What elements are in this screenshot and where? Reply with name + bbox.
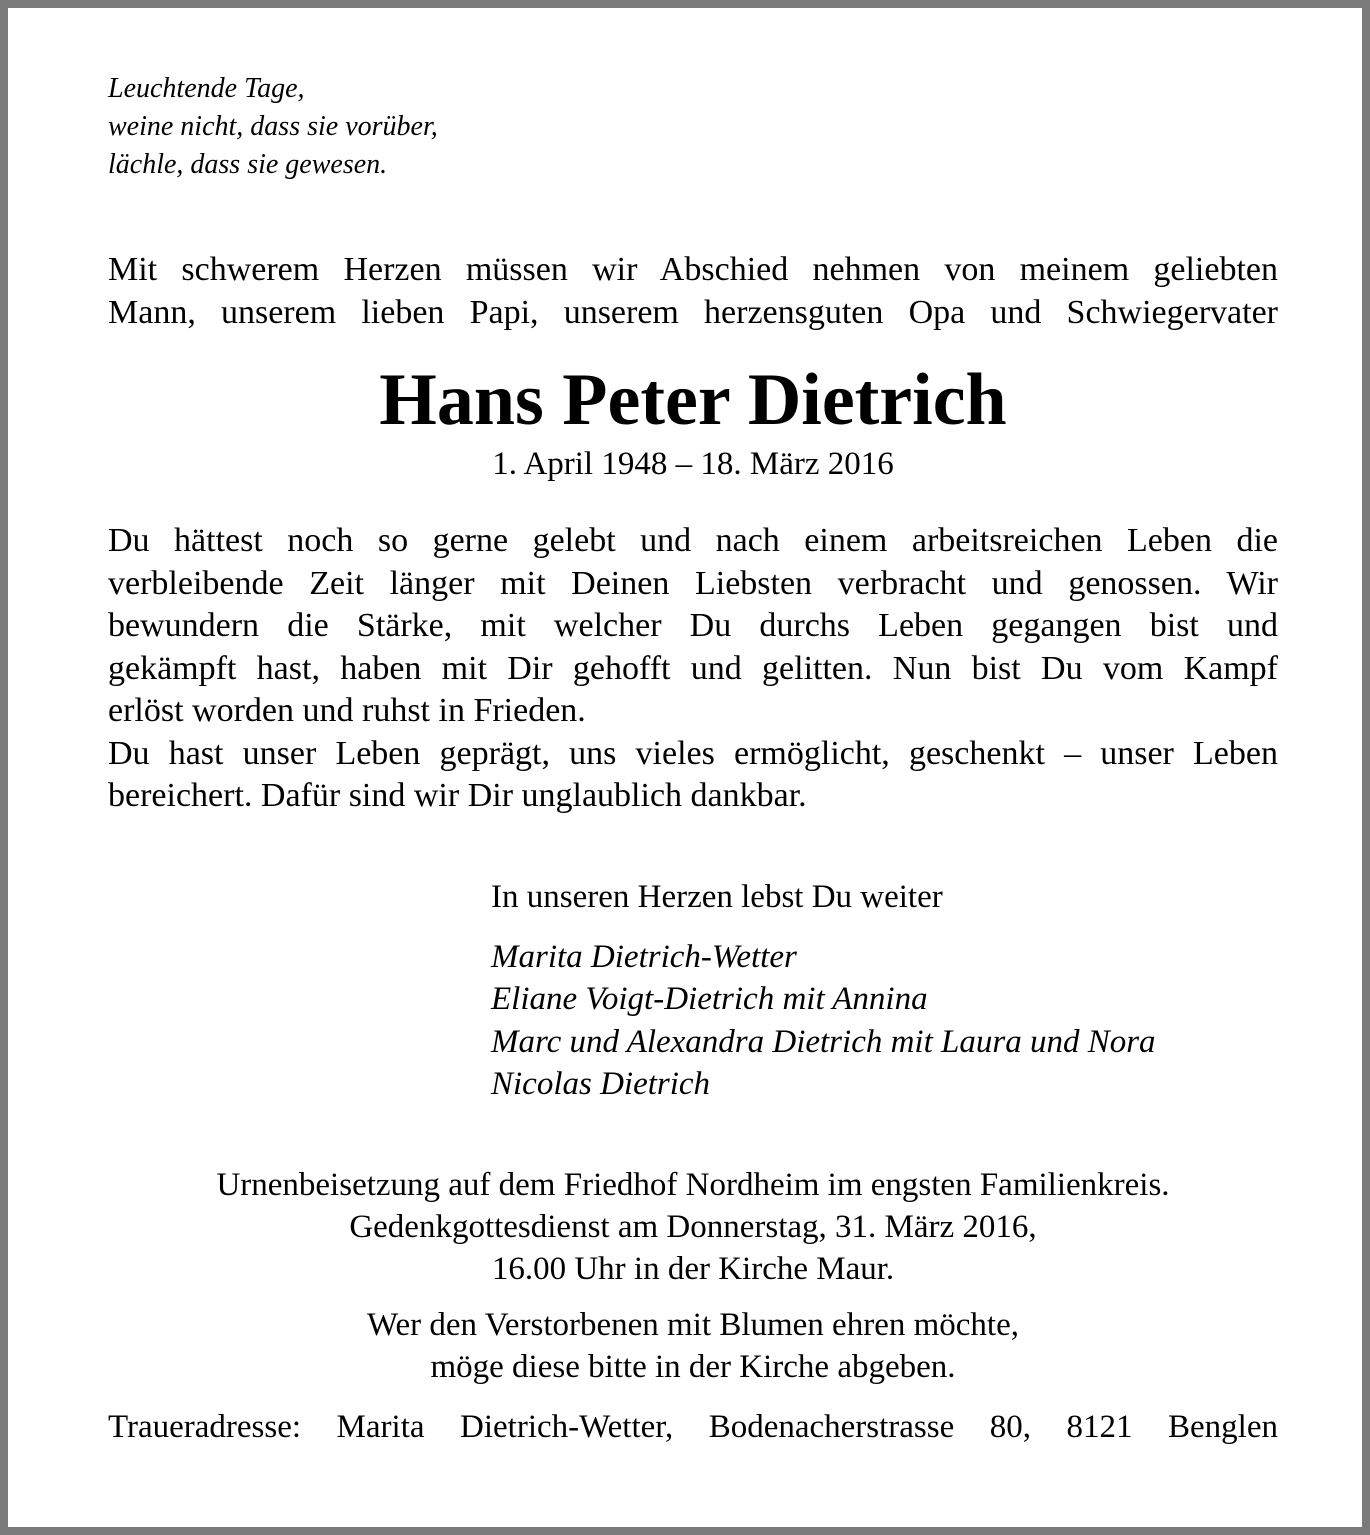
life-dates: 1. April 1948 – 18. März 2016 xyxy=(492,446,894,482)
motto-line: weine nicht, dass sie vorüber, xyxy=(108,111,438,142)
deceased-name: Hans Peter Dietrich xyxy=(379,359,1007,441)
ceremony-notice xyxy=(108,1164,1278,1290)
ceremony-line: Gedenkgottesdienst am Donnerstag, 31. März 2016, xyxy=(349,1208,1037,1245)
signatory: Marita Dietrich-Wetter xyxy=(491,938,797,975)
mourning-address: Traueradresse: Marita Dietrich-Wetter, Bodenacherstrasse 80, 8121 Benglen xyxy=(108,1408,1278,1445)
tribute-line: gekämpft hast, haben mit Dir gehofft und gelitten. Nun bist Du vom Kampf xyxy=(108,649,1278,687)
signatory: Eliane Voigt-Dietrich mit Annina xyxy=(491,981,928,1017)
intro-paragraph xyxy=(108,248,1278,334)
flowers-line: möge diese bitte in der Kirche abgeben. xyxy=(430,1348,956,1385)
motto-verse xyxy=(108,70,1278,184)
signatories-list xyxy=(491,936,1278,1106)
tribute-line: Du hättest noch so gerne gelebt und nach einem arbeitsreichen Leben die xyxy=(108,522,1278,559)
signoff-line: In unseren Herzen lebst Du weiter xyxy=(491,878,943,915)
obituary-content xyxy=(108,58,1278,1448)
intro-line: Mann, unserem lieben Papi, unserem herzensguten Opa und Schwiegervater xyxy=(108,294,1278,331)
tribute-line: erlöst worden und ruhst in Frieden. xyxy=(108,692,586,729)
ceremony-line: 16.00 Uhr in der Kirche Maur. xyxy=(491,1250,895,1287)
intro-line: Mit schwerem Herzen müssen wir Abschied nehmen von meinem geliebten xyxy=(108,251,1278,288)
tribute-line: Du hast unser Leben geprägt, uns vieles ermöglicht, geschenkt – unser Leben xyxy=(108,734,1278,772)
signatory: Marc und Alexandra Dietrich mit Laura und Nora xyxy=(491,1023,1156,1060)
ceremony-line: Urnenbeisetzung auf dem Friedhof Nordheim im engsten Familienkreis. xyxy=(216,1166,1170,1203)
tribute-line: bereichert. Dafür sind wir Dir unglaublich dankbar. xyxy=(108,777,807,814)
signatory: Nicolas Dietrich xyxy=(491,1066,711,1102)
tribute-line: verbleibende Zeit länger mit Deinen Liebsten verbracht und genossen. Wir xyxy=(108,564,1278,602)
tribute-paragraph xyxy=(108,520,1278,818)
flowers-line: Wer den Verstorbenen mit Blumen ehren möchte, xyxy=(367,1306,1019,1343)
motto-line: Leuchtende Tage, xyxy=(108,73,305,104)
flowers-notice xyxy=(108,1304,1278,1388)
motto-line: lächle, dass sie gewesen. xyxy=(108,149,388,180)
tribute-line: bewundern die Stärke, mit welcher Du durchs Leben gegangen bist und xyxy=(108,607,1278,644)
